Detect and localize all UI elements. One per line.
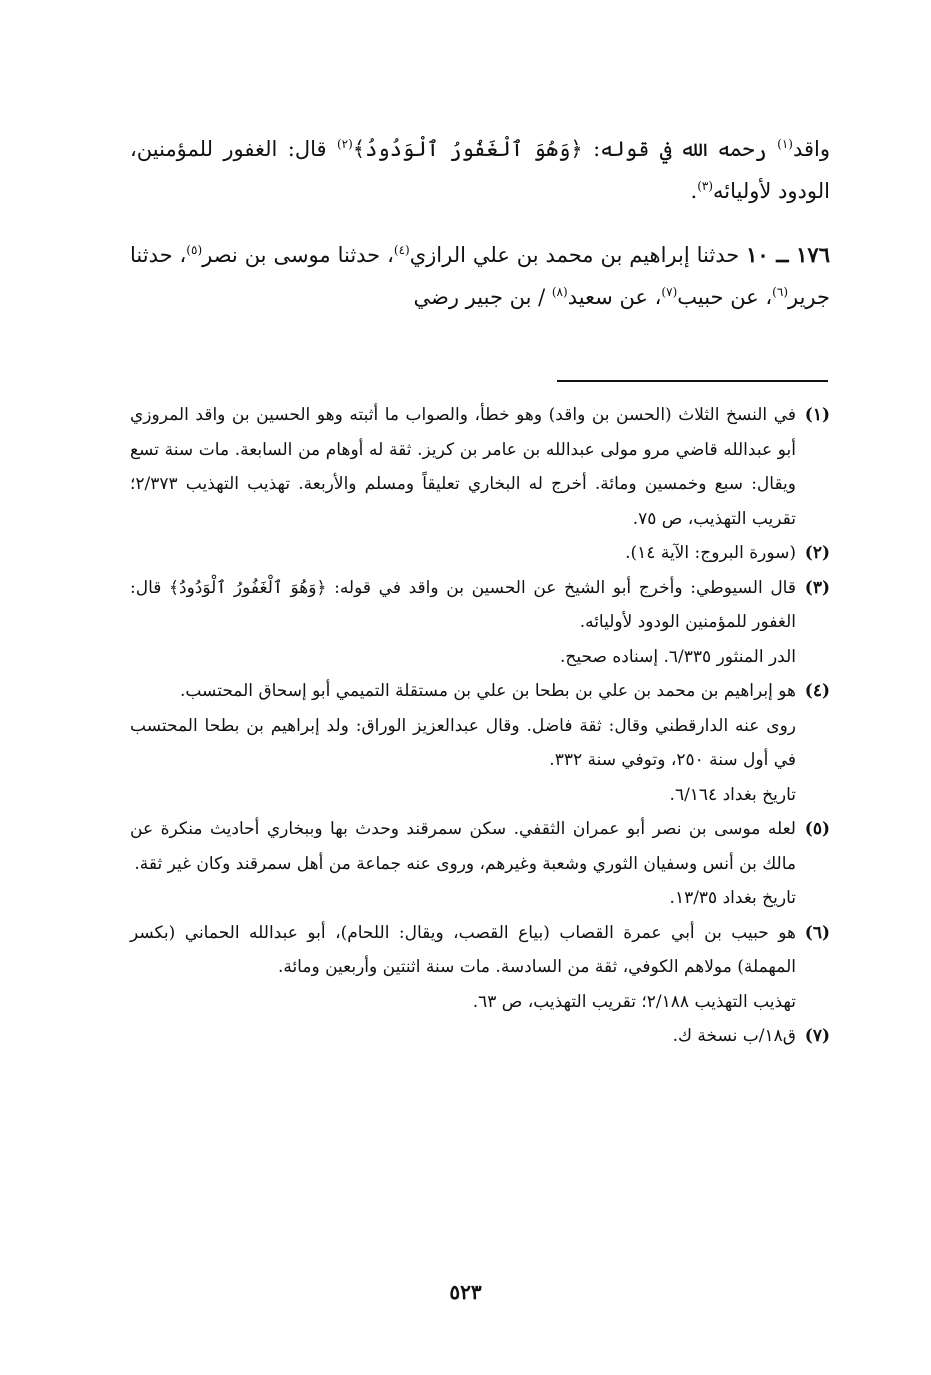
- text-run: حدثنا إبراهيم بن محمد بن علي الرازي: [409, 243, 747, 267]
- hadith-number: ١٧٦ ــ ١٠: [746, 242, 830, 267]
- text-run: .: [690, 179, 698, 203]
- footnote-5: [130, 812, 830, 916]
- footnote-number: (١): [804, 405, 830, 425]
- text-run: ، عن سعيد: [567, 285, 662, 309]
- footnote-6: [130, 916, 830, 1020]
- footnote-ref: (٥): [186, 243, 203, 257]
- footnote-number: (٦): [804, 922, 830, 943]
- footnote-source: تهذيب التهذيب ٢/١٨٨؛ تقريب التهذيب، ص ٦٣.: [472, 991, 796, 1012]
- footnote-text: في النسخ الثلاث (الحسن بن واقد) وهو خطأ، والصواب ما أثبته وهو الحسين بن واقد المروزي أبو عبدالله قاضي مرو مولى عبدالله بن عامر بن كريز. ثقة له أوهام من السابعة. مات سنة تسع ويقال: سبع وخمسين ومائة. أخرج له البخاري تعليقاً ومسلم والأربعة. تهذيب التهذيب ٢/٣٧٣؛ تقريب التهذيب، ص ٧٥.: [130, 405, 796, 529]
- footnote-ref: (٤): [393, 243, 410, 257]
- text-run: / بن جبير رضي: [413, 285, 552, 309]
- footnotes: [130, 398, 830, 1054]
- footnote-text: هو حبيب بن أبي عمرة القصاب (بياع القصب، ويقال: اللحام)، أبو عبدالله الحماني (بكسر المهملة) مولاهم الكوفي، ثقة من السادسة. مات سنة اثنتين وأربعين ومائة.: [130, 922, 796, 977]
- text-run: ، حدثنا موسى بن نصر: [202, 243, 394, 267]
- footnote-4: [130, 674, 830, 812]
- footnote-source: تاريخ بغداد ٦/١٦٤.: [669, 784, 796, 805]
- footnote-ref: (٧): [661, 285, 678, 299]
- page-number: ٥٢٣: [449, 1280, 482, 1304]
- paragraph-1: [130, 128, 830, 212]
- footnote-text: قال السيوطي: وأخرج أبو الشيخ عن الحسين بن واقد في قوله: ﴿وَهُوَ ٱلْغَفُورُ ٱلْوَدُودُ﴾ قال: الغفور للمؤمنين الودود لأوليائه.: [130, 577, 796, 632]
- footnote-text: لعله موسى بن نصر أبو عمران الثقفي. سكن سمرقند وحدث بها وببخاري أحاديث منكرة عن مالك بن أنس وسفيان الثوري وشعبة وغيرهم، وروى عنه جماعة من أهل سمرقند وكان غير ثقة.: [130, 819, 796, 874]
- main-text: [130, 128, 830, 318]
- footnote-1: [130, 398, 830, 536]
- footnote-ref: (٢): [336, 137, 353, 151]
- paragraph-176: [130, 234, 830, 318]
- footnote-ref: (٨): [551, 285, 568, 299]
- text-run: ، عن حبيب: [677, 285, 773, 309]
- footnote-ref: (١): [777, 137, 793, 151]
- footnote-source: تاريخ بغداد ١٣/٣٥.: [669, 888, 796, 908]
- footnote-number: (٥): [804, 819, 830, 839]
- footnote-text: هو إبراهيم بن محمد بن علي بن بطحا بن علي بن مستقلة التميمي أبو إسحاق المحتسب.: [179, 681, 796, 701]
- text-run: واقد: [792, 137, 830, 161]
- text-run: رحمه الله في قوله: ﴿وَهُوَ ٱلْغَفُورُ ٱلْوَدُودُ﴾: [352, 137, 778, 161]
- footnote-number: (٢): [804, 543, 830, 563]
- footnote-3: [130, 571, 830, 675]
- footnote-separator: [557, 380, 828, 382]
- footnote-ref: (٦): [772, 285, 788, 299]
- footnote-number: (٤): [804, 681, 830, 701]
- footnote-2: [130, 536, 830, 571]
- footnote-7: [130, 1019, 830, 1054]
- text-run: ، حدثنا جرير: [130, 243, 830, 309]
- footnote-source: الدر المنثور ٦/٣٣٥. إسناده صحيح.: [560, 646, 796, 667]
- text-run: قال: الغفور للمؤمنين، الودود لأوليائه: [130, 137, 830, 203]
- footnote-text: ق١٨/ب نسخة ك.: [672, 1026, 796, 1046]
- footnote-number: (٧): [804, 1026, 830, 1046]
- footnote-number: (٣): [804, 577, 830, 598]
- footnote-text: (سورة البروج: الآية ١٤).: [625, 543, 796, 563]
- footnote-text: روى عنه الدارقطني وقال: ثقة فاضل. وقال عبدالعزيز الوراق: ولد إبراهيم بن بطحا المحتسب في أول سنة ٢٥٠، وتوفي سنة ٣٣٢.: [130, 715, 796, 770]
- footnote-ref: (٣): [697, 179, 714, 193]
